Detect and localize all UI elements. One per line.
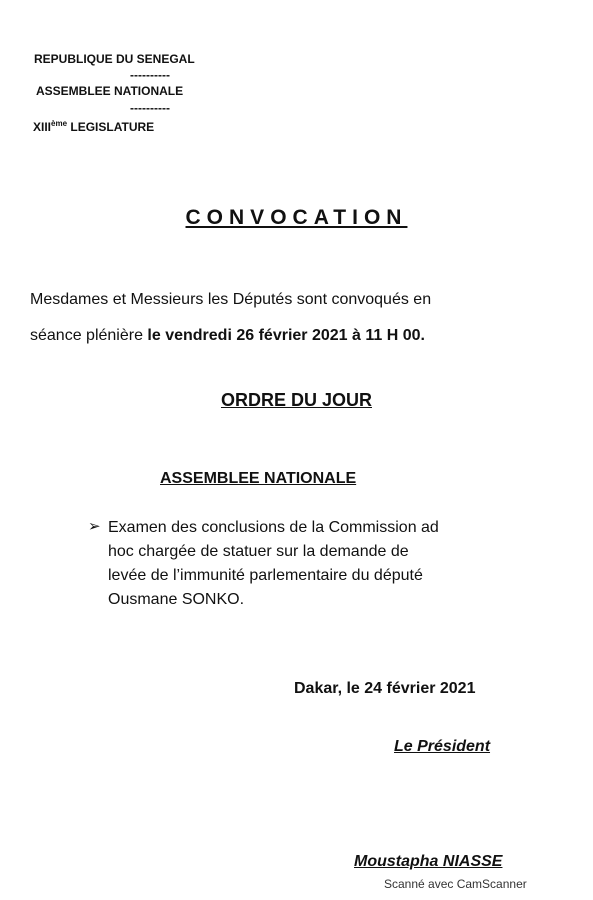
legislature-line bbox=[33, 117, 154, 134]
agenda-item bbox=[88, 516, 558, 612]
bullet-arrow-icon: ➢ bbox=[88, 518, 101, 535]
intro-paragraph bbox=[30, 282, 570, 354]
institution-name: ASSEMBLEE NATIONALE bbox=[36, 84, 184, 98]
document-title: CONVOCATION bbox=[185, 206, 408, 229]
country-name: REPUBLIQUE DU SENEGAL bbox=[34, 52, 195, 66]
session-date: le vendredi 26 février 2021 à 11 H 00. bbox=[147, 327, 425, 344]
legislature-number: XIII bbox=[33, 120, 52, 134]
signatory-title: Le Président bbox=[394, 738, 491, 755]
agenda-title: ORDRE DU JOUR bbox=[220, 390, 372, 410]
scanner-watermark: Scanné avec CamScanner bbox=[384, 877, 527, 891]
signatory-name: Moustapha NIASSE bbox=[354, 853, 503, 870]
agenda-item-line: levée de l’immunité parlementaire du député bbox=[108, 567, 423, 584]
intro-line-2-plain: séance plénière bbox=[30, 327, 148, 344]
section-title: ASSEMBLEE NATIONALE bbox=[160, 470, 357, 487]
agenda-item-line: hoc chargée de statuer sur la demande de bbox=[108, 543, 409, 560]
intro-line-2 bbox=[30, 318, 570, 354]
agenda-item-text bbox=[108, 516, 548, 612]
place-date: Dakar, le 24 février 2021 bbox=[294, 680, 476, 697]
agenda-item-line: Ousmane SONKO. bbox=[108, 591, 245, 608]
agenda-item-line: Examen des conclusions de la Commission ad bbox=[108, 519, 439, 536]
header-separator-2: ---------- bbox=[130, 101, 170, 115]
header-separator-1: ---------- bbox=[130, 68, 170, 82]
legislature-superscript: ème bbox=[51, 119, 68, 128]
intro-line-1: Mesdames et Messieurs les Députés sont convoqués en bbox=[30, 291, 432, 308]
legislature-label: LEGISLATURE bbox=[70, 120, 155, 134]
